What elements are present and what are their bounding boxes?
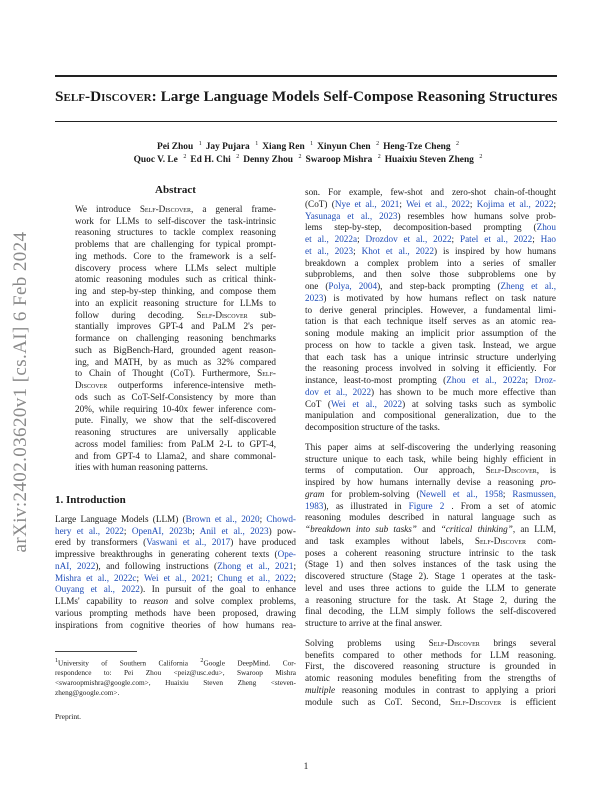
- text-line: one (Polya, 2004), and step-back prompting (Zheng et al.,: [305, 281, 556, 291]
- text-line: ing and step-by-step thinking, and compose them: [75, 286, 276, 296]
- section-heading-introduction: 1. Introduction: [55, 494, 126, 506]
- text-line: and task examples without labels, Self-Discover com-: [305, 535, 556, 546]
- affiliation-mark: 2: [454, 141, 460, 147]
- text-line: that each task has a unique intrinsic structure underlying: [305, 351, 556, 362]
- text-line: $^1$University of Southern California $^2$Google DeepMind. Cor-: [55, 658, 296, 668]
- author-line-1: [55, 141, 557, 152]
- affiliation-mark: 2: [477, 154, 483, 160]
- text-line: ods such as CoT-Self-Consistency by more than: [75, 391, 276, 402]
- text-line: structure to arrive at the final answer.: [305, 618, 442, 628]
- text-line: (CoT) (Nye et al., 2021; Wei et al., 2022; Kojima et al., 2022;: [305, 198, 557, 209]
- benefits-paragraph: [305, 638, 556, 709]
- text-line: stantially improves GPT-4 and PaLM 2's per-: [75, 321, 276, 332]
- text-line: and from GPT-4 to Llama2, and share commonal-: [75, 450, 276, 461]
- text-line: inspirations from cognitive theories of how humans rea-: [55, 619, 296, 630]
- text-line: decomposition structure of the tasks.: [305, 422, 440, 432]
- abstract-body: [75, 204, 276, 474]
- text-line: process on how to tackle a given task. Instead, we argue: [305, 339, 556, 350]
- text-line: problems that are challenging for typical prompt-: [75, 239, 276, 249]
- author-name: Xiang Ren: [262, 142, 305, 153]
- text-line: subproblems, and then solve those subproblems one by: [305, 269, 556, 280]
- text-line: ing, and MATH, by as much as 32% compared: [75, 356, 276, 367]
- affiliation-mark: 1: [197, 141, 202, 147]
- text-line: CoT (Wei et al., 2022) at solving tasks such as symbolic: [305, 398, 556, 409]
- text-line: into an explicit reasoning structure for LLMs to: [75, 297, 276, 308]
- text-line: Large Language Models (LLM) (Brown et al., 2020; Chowd-: [55, 513, 296, 524]
- text-line: ered by transformers (Vaswani et al., 2017) have produced: [55, 537, 296, 548]
- text-line: hery et al., 2022; OpenAI, 2023b; Anil et al., 2023) pow-: [55, 525, 296, 536]
- text-line: work for LLMs to self-discover the task-intrinsic: [75, 215, 276, 226]
- text-line: 20%, while requiring 10-40x fewer inference com-: [75, 403, 276, 414]
- text-line: dov et al., 2022) has shown to be much more effective than: [305, 386, 556, 397]
- text-line: the reasoning process involved in solving it efficiently. For: [305, 363, 556, 374]
- text-line: reasoning structures are universally applicable: [75, 427, 276, 437]
- text-line: <swaroopmishra@google.com>, Huaixiu Steven Zheng <steven-: [55, 678, 296, 688]
- text-line: various prompting methods have been proposed, drawing: [55, 607, 296, 618]
- text-line: atomic reasoning modules benefiting from the strengths of: [305, 673, 556, 683]
- title-text: : Large Language Models Self-Compose Reasoning Structures: [151, 88, 558, 105]
- affiliation-mark: 2: [374, 141, 380, 147]
- text-line: to derive general principles. However, a fundamental limi-: [305, 304, 556, 315]
- footnote-rule: [55, 651, 137, 652]
- text-line: zheng@google.com>.: [55, 688, 120, 698]
- text-line: Mishra et al., 2022c; Wei et al., 2021; Chung et al., 2022;: [55, 572, 297, 583]
- text-line: manipulation and compositional generalization, due to the: [305, 410, 556, 421]
- arxiv-stamp: arXiv:2402.03620v1 [cs.AI] 6 Feb 2024: [10, 231, 31, 553]
- text-line: Ouyang et al., 2022). In pursuit of the goal to enhance: [55, 584, 296, 595]
- text-line: et al., 2022a; Drozdov et al., 2022; Patel et al., 2022; Hao: [305, 234, 556, 244]
- text-line: ing methods. Core to the framework is a self-: [75, 250, 276, 261]
- text-line: 2023) is motivated by how humans reflect on task nature: [305, 292, 556, 303]
- text-line: “breakdown into sub tasks” and “critical thinking”, an LLM,: [305, 524, 556, 534]
- text-line: final decoding, the LLM simply follows the self-discovered: [305, 606, 556, 617]
- text-line: level and uses three actions to guide the LLM to generate: [305, 582, 556, 593]
- paper-title: [55, 88, 557, 106]
- author-name: Denny Zhou: [243, 155, 293, 166]
- text-line: We introduce Self-Discover, a general frame-: [75, 203, 276, 214]
- text-line: breakdown a complex problem into a series of smaller: [305, 257, 556, 268]
- text-line: a reasoning structure for the task. At Stage 2, during the: [305, 594, 556, 605]
- affiliation-footnote: [55, 657, 296, 698]
- text-line: benefits compared to other methods for LLM reasoning.: [305, 649, 556, 660]
- text-line: follow during decoding. Self-Discover sub-: [75, 309, 276, 320]
- approach-paragraph: [305, 442, 556, 630]
- text-line: impressive breakthroughs in generating coherent texts (Ope-: [55, 549, 296, 559]
- author-name: Swaroop Mishra: [305, 155, 373, 166]
- left-column: [55, 185, 296, 723]
- affiliation-mark: 2: [234, 154, 240, 160]
- text-line: First, the discovered reasoning structure is grounded in: [305, 661, 556, 672]
- text-line: inspired by how humans internally devise a reasoning pro-: [305, 477, 556, 487]
- text-line: This paper aims at self-discovering the underlying reasoning: [305, 441, 556, 452]
- text-line: instance, least-to-most prompting (Zhou et al., 2022a; Droz-: [305, 375, 556, 385]
- text-line: nAI, 2022), and following instructions (Zhong et al., 2021;: [55, 560, 296, 571]
- affiliation-mark: 1: [253, 141, 259, 147]
- text-line: soning module making an implicit prior assumption of the: [305, 328, 556, 338]
- text-line: respondence to: Pei Zhou <peiz@usc.edu>, Swaroop Mishra: [55, 668, 296, 678]
- affiliation-mark: 2: [181, 154, 187, 160]
- author-name: Heng-Tze Cheng: [383, 142, 451, 153]
- text-line: to Chain of Thought (CoT). Furthermore, Self-: [75, 368, 276, 379]
- author-name: Pei Zhou: [156, 142, 194, 153]
- author-name: Huaixiu Steven Zheng: [384, 155, 474, 166]
- text-line: (Stage 1) and then solves instances of the task using the: [305, 559, 556, 570]
- text-line: son. For example, few-shot and zero-shot chain-of-thought: [305, 187, 556, 197]
- text-line: terms of computation. Our approach, Self-Discover, is: [305, 465, 556, 476]
- text-line: tation is that each technique itself serves as an atomic rea-: [305, 316, 556, 327]
- abstract-heading: Abstract: [155, 184, 196, 196]
- text-line: ities with human reasoning patterns.: [75, 462, 208, 473]
- text-line: discovered structure (Stage 2). Stage 1 operates at the task-: [305, 571, 556, 581]
- author-name: Quoc V. Le: [133, 155, 178, 166]
- text-line: reasoning modules described in natural language such as: [305, 512, 556, 523]
- text-line: poses a coherent reasoning structure intrinsic to the task: [305, 547, 556, 558]
- title-rule-bottom: [55, 121, 557, 122]
- text-line: structure unique to each task, while being highly efficient in: [305, 453, 556, 464]
- author-line-2: [55, 154, 557, 165]
- text-line: lems step-by-step, decomposition-based prompting (Zhou: [305, 222, 556, 233]
- page-number: 1: [303, 762, 309, 772]
- text-line: Yasunaga et al., 2023) resembles how humans solve prob-: [305, 210, 556, 221]
- text-line: multiple reasoning modules in contrast to applying a priori: [305, 684, 556, 695]
- affiliation-mark: 2: [376, 154, 381, 160]
- affiliation-mark: 2: [297, 154, 302, 160]
- intro-paragraph: [55, 514, 296, 632]
- intro-paragraph-continued: [305, 187, 556, 434]
- text-line: discovery process where LLMs select multiple: [75, 262, 276, 273]
- text-line: pute. Finally, we show that the self-discovered: [75, 415, 276, 426]
- text-line: gram for problem-solving (Newell et al., 1958; Rasmussen,: [305, 488, 556, 499]
- text-line: 1983), as illustrated in Figure 2 . From a set of atomic: [305, 500, 556, 511]
- text-line: LLMs' capability to reason and solve complex problems,: [55, 596, 296, 606]
- preprint-note: Preprint.: [55, 711, 82, 721]
- text-line: reasoning structures to tackle complex reasoning: [75, 227, 276, 238]
- text-line: et al., 2023; Khot et al., 2022) is inspired by how humans: [305, 245, 556, 256]
- text-line: such as BigBench-Hard, grounded agent reason-: [75, 344, 276, 355]
- right-column: [305, 187, 556, 708]
- method-name: Self-Discover: [55, 88, 152, 105]
- text-line: formance on challenging reasoning benchmarks: [75, 333, 276, 343]
- text-line: module such as CoT. Second, Self-Discover is efficient: [305, 696, 557, 707]
- author-name: Jay Pujara: [205, 142, 250, 153]
- text-line: atomic reasoning modules such as critical think-: [75, 274, 276, 285]
- text-line: across model families: from PaLM 2-L to GPT-4,: [75, 438, 276, 449]
- author-name: Xinyun Chen: [317, 142, 371, 153]
- author-name: Ed H. Chi: [190, 155, 231, 166]
- affiliation-mark: 1: [308, 141, 314, 147]
- text-line: Solving problems using Self-Discover brings several: [305, 637, 556, 648]
- text-line: Discover outperforms inference-intensive meth-: [75, 380, 276, 390]
- title-rule-top: [55, 75, 557, 77]
